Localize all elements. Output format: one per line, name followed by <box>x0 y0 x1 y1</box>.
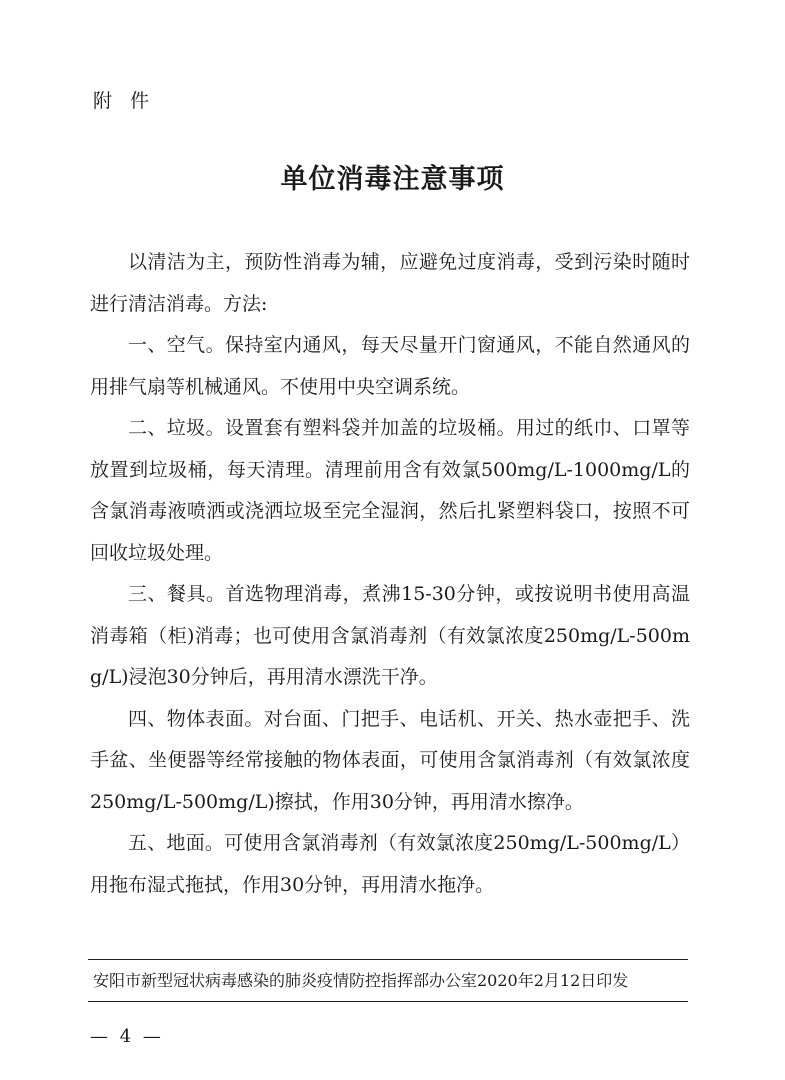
footer-rule-top <box>88 959 688 960</box>
document-body <box>90 242 690 906</box>
paragraph-air: 一、空气。保持室内通风，每天尽量开门窗通风，不能自然通风的用排气扇等机械通风。不使用中央空调系统。 <box>90 334 690 398</box>
paragraph-floor: 五、地面。可使用含氯消毒剂（有效氯浓度250mg/L-500mg/L）用拖布湿式拖拭，作用30分钟，再用清水拖净。 <box>90 832 690 896</box>
paragraph-surfaces: 四、物体表面。对台面、门把手、电话机、开关、热水壶把手、洗手盆、坐便器等经常接触的物体表面，可使用含氯消毒剂（有效氯浓度250mg/L-500mg/L)擦拭，作用30分钟，再用清水擦净。 <box>90 707 690 813</box>
document-title: 单位消毒注意事项 <box>280 164 505 195</box>
attachment-label: 附 件 <box>93 90 156 112</box>
footer-rule-bottom <box>88 1001 688 1002</box>
page-number: — 4 — <box>90 1026 164 1047</box>
paragraph-intro: 以清洁为主，预防性消毒为辅，应避免过度消毒，受到污染时随时进行清洁消毒。方法: <box>90 251 690 315</box>
paragraph-garbage: 二、垃圾。设置套有塑料袋并加盖的垃圾桶。用过的纸巾、口罩等放置到垃圾桶，每天清理。清理前用含有效氯500mg/L-1000mg/L的含氯消毒液喷洒或浇洒垃圾至完全湿润，然后扎紧塑料袋口，按照不可回收垃圾处理。 <box>90 417 690 564</box>
paragraph-tableware: 三、餐具。首选物理消毒，煮沸15-30分钟，或按说明书使用高温消毒箱（柜)消毒；也可使用含氯消毒剂（有效氯浓度250mg/L-500mg/L)浸泡30分钟后，再用清水漂洗干净。 <box>90 583 690 688</box>
footer-issuer-note: 安阳市新型冠状病毒感染的肺炎疫情防控指挥部办公室2020年2月12日印发 <box>93 971 629 990</box>
